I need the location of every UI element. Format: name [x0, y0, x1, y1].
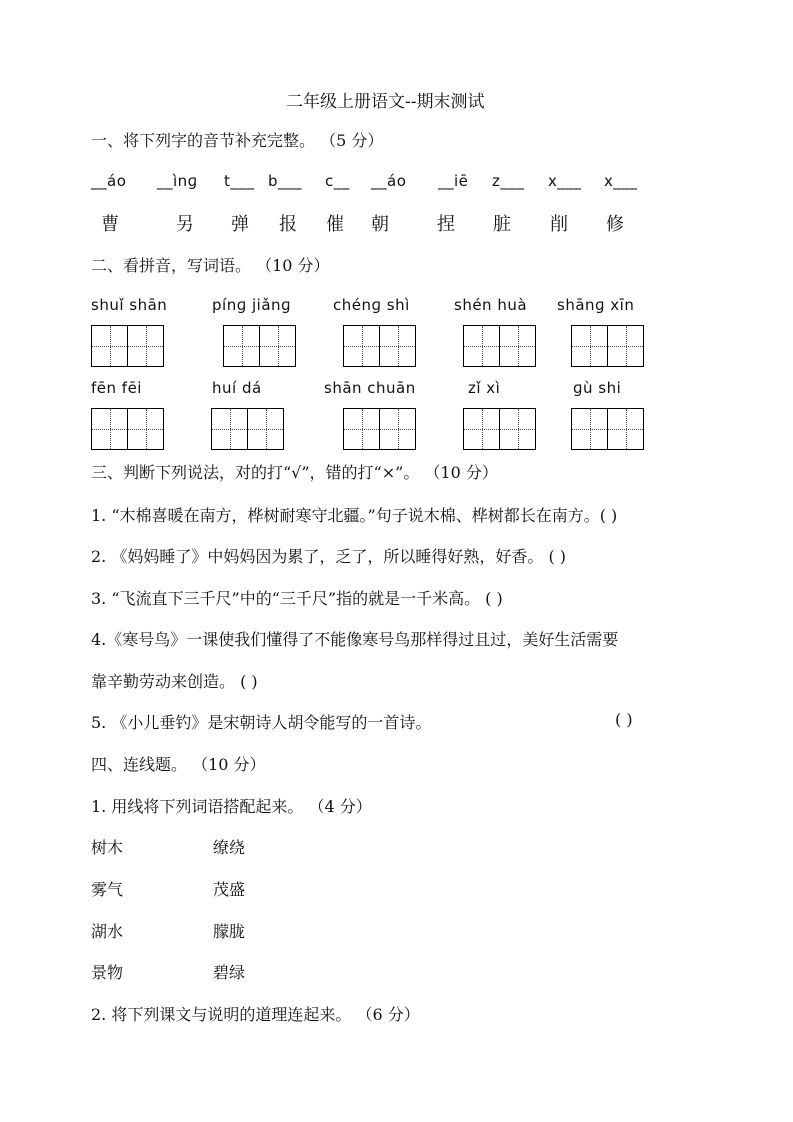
match-right-3[interactable]: 朦胧	[213, 922, 246, 941]
match-left-2[interactable]: 雾气	[91, 880, 124, 899]
char-6: 朝	[371, 214, 389, 235]
match-right-4[interactable]: 碧绿	[213, 963, 246, 982]
pinyin-r1-3: chénɡ shì	[333, 296, 410, 314]
pinyin-r2-3: shān chuān	[324, 379, 416, 397]
match-left-3[interactable]: 湖水	[91, 922, 124, 941]
match-left-4[interactable]: 景物	[91, 963, 124, 982]
match-right-2[interactable]: 茂盛	[213, 880, 246, 899]
syllable-4: b___	[268, 172, 303, 190]
writing-grid-r1-5[interactable]	[571, 325, 644, 367]
writing-grid-r1-1[interactable]	[91, 325, 164, 367]
pinyin-r1-4: shén huà	[454, 296, 528, 314]
page-title: 二年级上册语文--期末测试	[286, 92, 485, 112]
writing-grid-r1-2[interactable]	[223, 325, 296, 367]
char-2: 另	[176, 214, 194, 235]
judge-item-5: 5. 《小儿垂钓》是宋朝诗人胡令能写的一首诗。	[91, 713, 432, 732]
char-9: 削	[550, 214, 568, 235]
pinyin-r2-1: fēn fēi	[91, 379, 142, 397]
writing-grid-r2-3[interactable]	[343, 408, 416, 450]
section1-heading: 一、将下列字的音节补充完整。 （5 分）	[91, 131, 384, 150]
judge-item-4: 4.《寒号鸟》一课使我们懂得了不能像寒号鸟那样得过且过，美好生活需要	[91, 630, 619, 649]
syllable-7: __iē	[438, 172, 469, 190]
syllable-8: z___	[492, 172, 525, 190]
writing-grid-r2-5[interactable]	[571, 408, 644, 450]
syllable-10: x___	[604, 172, 638, 190]
writing-grid-r2-4[interactable]	[463, 408, 536, 450]
pinyin-r1-5: shānɡ xīn	[557, 296, 635, 314]
section2-heading: 二、看拼音，写词语。 （10 分）	[91, 256, 330, 275]
match-sub2-heading: 2. 将下列课文与说明的道理连起来。 （6 分）	[91, 1005, 420, 1024]
judge-item-2: 2. 《妈妈睡了》中妈妈因为累了，乏了，所以睡得好熟，好香。 ( )	[91, 547, 567, 566]
char-4: 报	[279, 214, 297, 235]
writing-grid-r1-4[interactable]	[463, 325, 536, 367]
judge-item-4-cont: 靠辛勤劳动来创造。 ( )	[91, 672, 258, 691]
syllable-1: __áo	[91, 172, 127, 190]
char-1: 曹	[101, 214, 119, 235]
char-5: 催	[326, 214, 344, 235]
judge-item-5-blank: ( )	[615, 710, 633, 729]
writing-grid-r2-1[interactable]	[91, 408, 164, 450]
match-sub1-heading: 1. 用线将下列词语搭配起来。 （4 分）	[91, 797, 372, 816]
judge-item-3: 3. “飞流直下三千尺”中的“三千尺”指的就是一千米高。 ( )	[91, 589, 503, 608]
judge-item-1: 1. “木棉喜暖在南方，桦树耐寒守北疆。”句子说木棉、桦树都长在南方。( )	[91, 506, 618, 525]
char-3: 弹	[231, 214, 249, 235]
match-left-1[interactable]: 树木	[91, 838, 124, 857]
char-7: 捏	[437, 214, 455, 235]
section3-heading: 三、判断下列说法，对的打“√”，错的打“×”。 （10 分）	[91, 463, 498, 482]
pinyin-r2-2: huí dá	[212, 379, 262, 397]
syllable-6: __áo	[371, 172, 407, 190]
char-8: 脏	[493, 214, 511, 235]
syllable-9: x___	[548, 172, 582, 190]
syllable-3: t___	[224, 172, 255, 190]
pinyin-r1-1: shuǐ shān	[91, 296, 168, 314]
pinyin-r2-5: ɡù shi	[573, 379, 622, 397]
pinyin-r1-2: pínɡ jiǎnɡ	[212, 296, 292, 314]
section4-heading: 四、连线题。 （10 分）	[91, 755, 266, 774]
syllable-5: c__	[325, 172, 350, 190]
writing-grid-r1-3[interactable]	[343, 325, 416, 367]
match-right-1[interactable]: 缭绕	[213, 838, 246, 857]
char-10: 修	[606, 214, 624, 235]
pinyin-r2-4: zǐ xì	[468, 379, 501, 397]
syllable-2: __ìnɡ	[157, 172, 198, 190]
writing-grid-r2-2[interactable]	[211, 408, 284, 450]
